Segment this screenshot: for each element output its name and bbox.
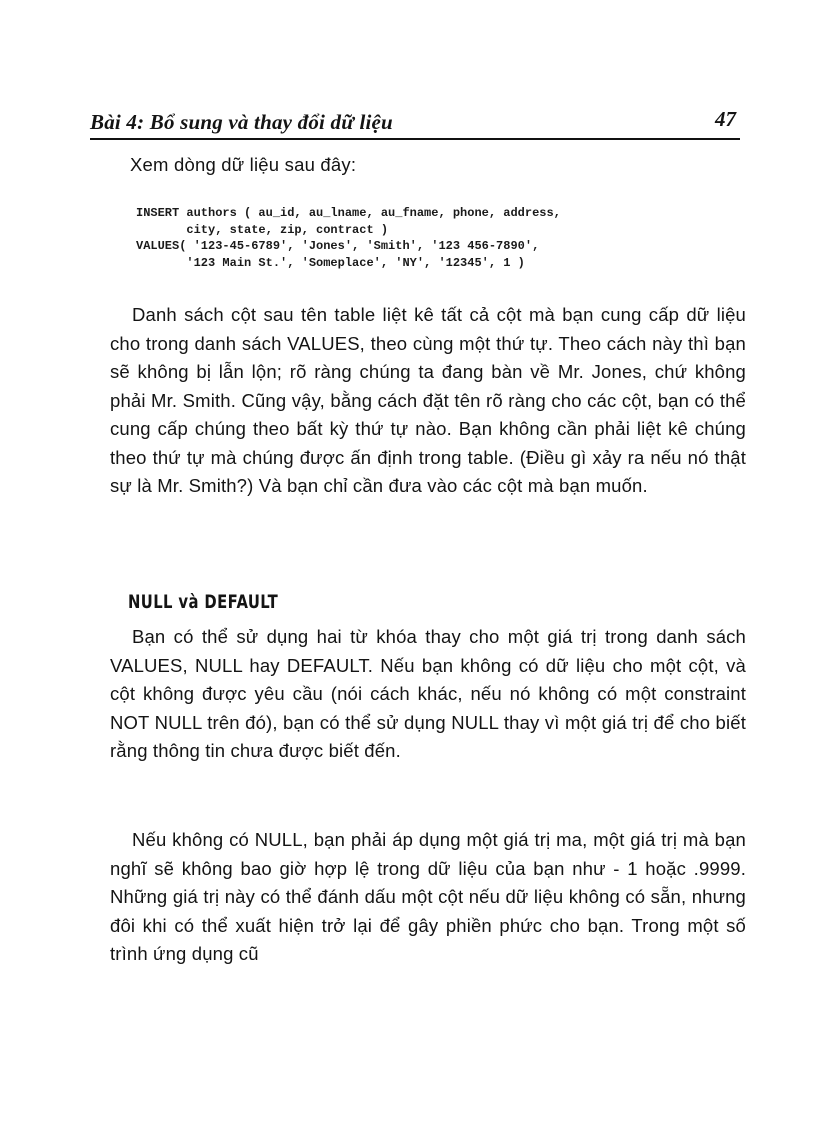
code-line: VALUES( '123-45-6789', 'Jones', 'Smith', '123 456-7890',	[136, 239, 540, 253]
code-block	[136, 205, 561, 271]
paragraph-column-list: Danh sách cột sau tên table liệt kê tất cả cột mà bạn cung cấp dữ liệu cho trong danh sách VALUES, theo cùng một thứ tự. Theo cách này thì bạn sẽ không bị lẫn lộn; rõ ràng chúng ta đang bàn về Mr. Jones, chứ không phải Mr. Smith. Cũng vậy, bằng cách đặt tên rõ ràng cho các cột, bạn có thể cung cấp chúng theo bất kỳ thứ tự nào. Bạn không cần phải liệt kê chúng theo thứ tự mà chúng được ấn định trong table. (Điều gì xảy ra nếu nó thật sự là Mr. Smith?) Và bạn chỉ cần đưa vào các cột mà bạn muốn.	[110, 304, 746, 496]
section-heading: NULL và DEFAULT	[128, 591, 279, 613]
chapter-title: Bài 4: Bổ sung và thay đổi dữ liệu	[90, 110, 393, 134]
code-line: INSERT authors ( au_id, au_lname, au_fname, phone, address,	[136, 206, 561, 220]
intro-text: Xem dòng dữ liệu sau đây:	[130, 154, 357, 175]
paragraph-placeholder-values: Nếu không có NULL, bạn phải áp dụng một giá trị ma, một giá trị mà bạn nghĩ sẽ không bao giờ hợp lệ trong dữ liệu của bạn như - 1 hoặc .9999. Những giá trị này có thể đánh dấu một cột nếu dữ liệu không có sẵn, nhưng đôi khi có thể xuất hiện trở lại để gây phiền phức cho bạn. Trong một số trình ứng dụng cũ	[110, 829, 746, 964]
code-line: '123 Main St.', 'Someplace', 'NY', '12345', 1 )	[136, 255, 525, 270]
page-number: 47	[715, 107, 736, 131]
paragraph-null-default: Bạn có thể sử dụng hai từ khóa thay cho một giá trị trong danh sách VALUES, NULL hay DEFAULT. Nếu bạn không có dữ liệu cho một cột, và cột không được yêu cầu (nói cách khác, nếu nó không có một constraint NOT NULL trên đó), bạn có thể sử dụng NULL thay vì một giá trị để cho biết rằng thông tin chưa được biết đến.	[110, 626, 746, 761]
running-header	[90, 104, 740, 140]
code-line: city, state, zip, contract )	[136, 222, 389, 237]
